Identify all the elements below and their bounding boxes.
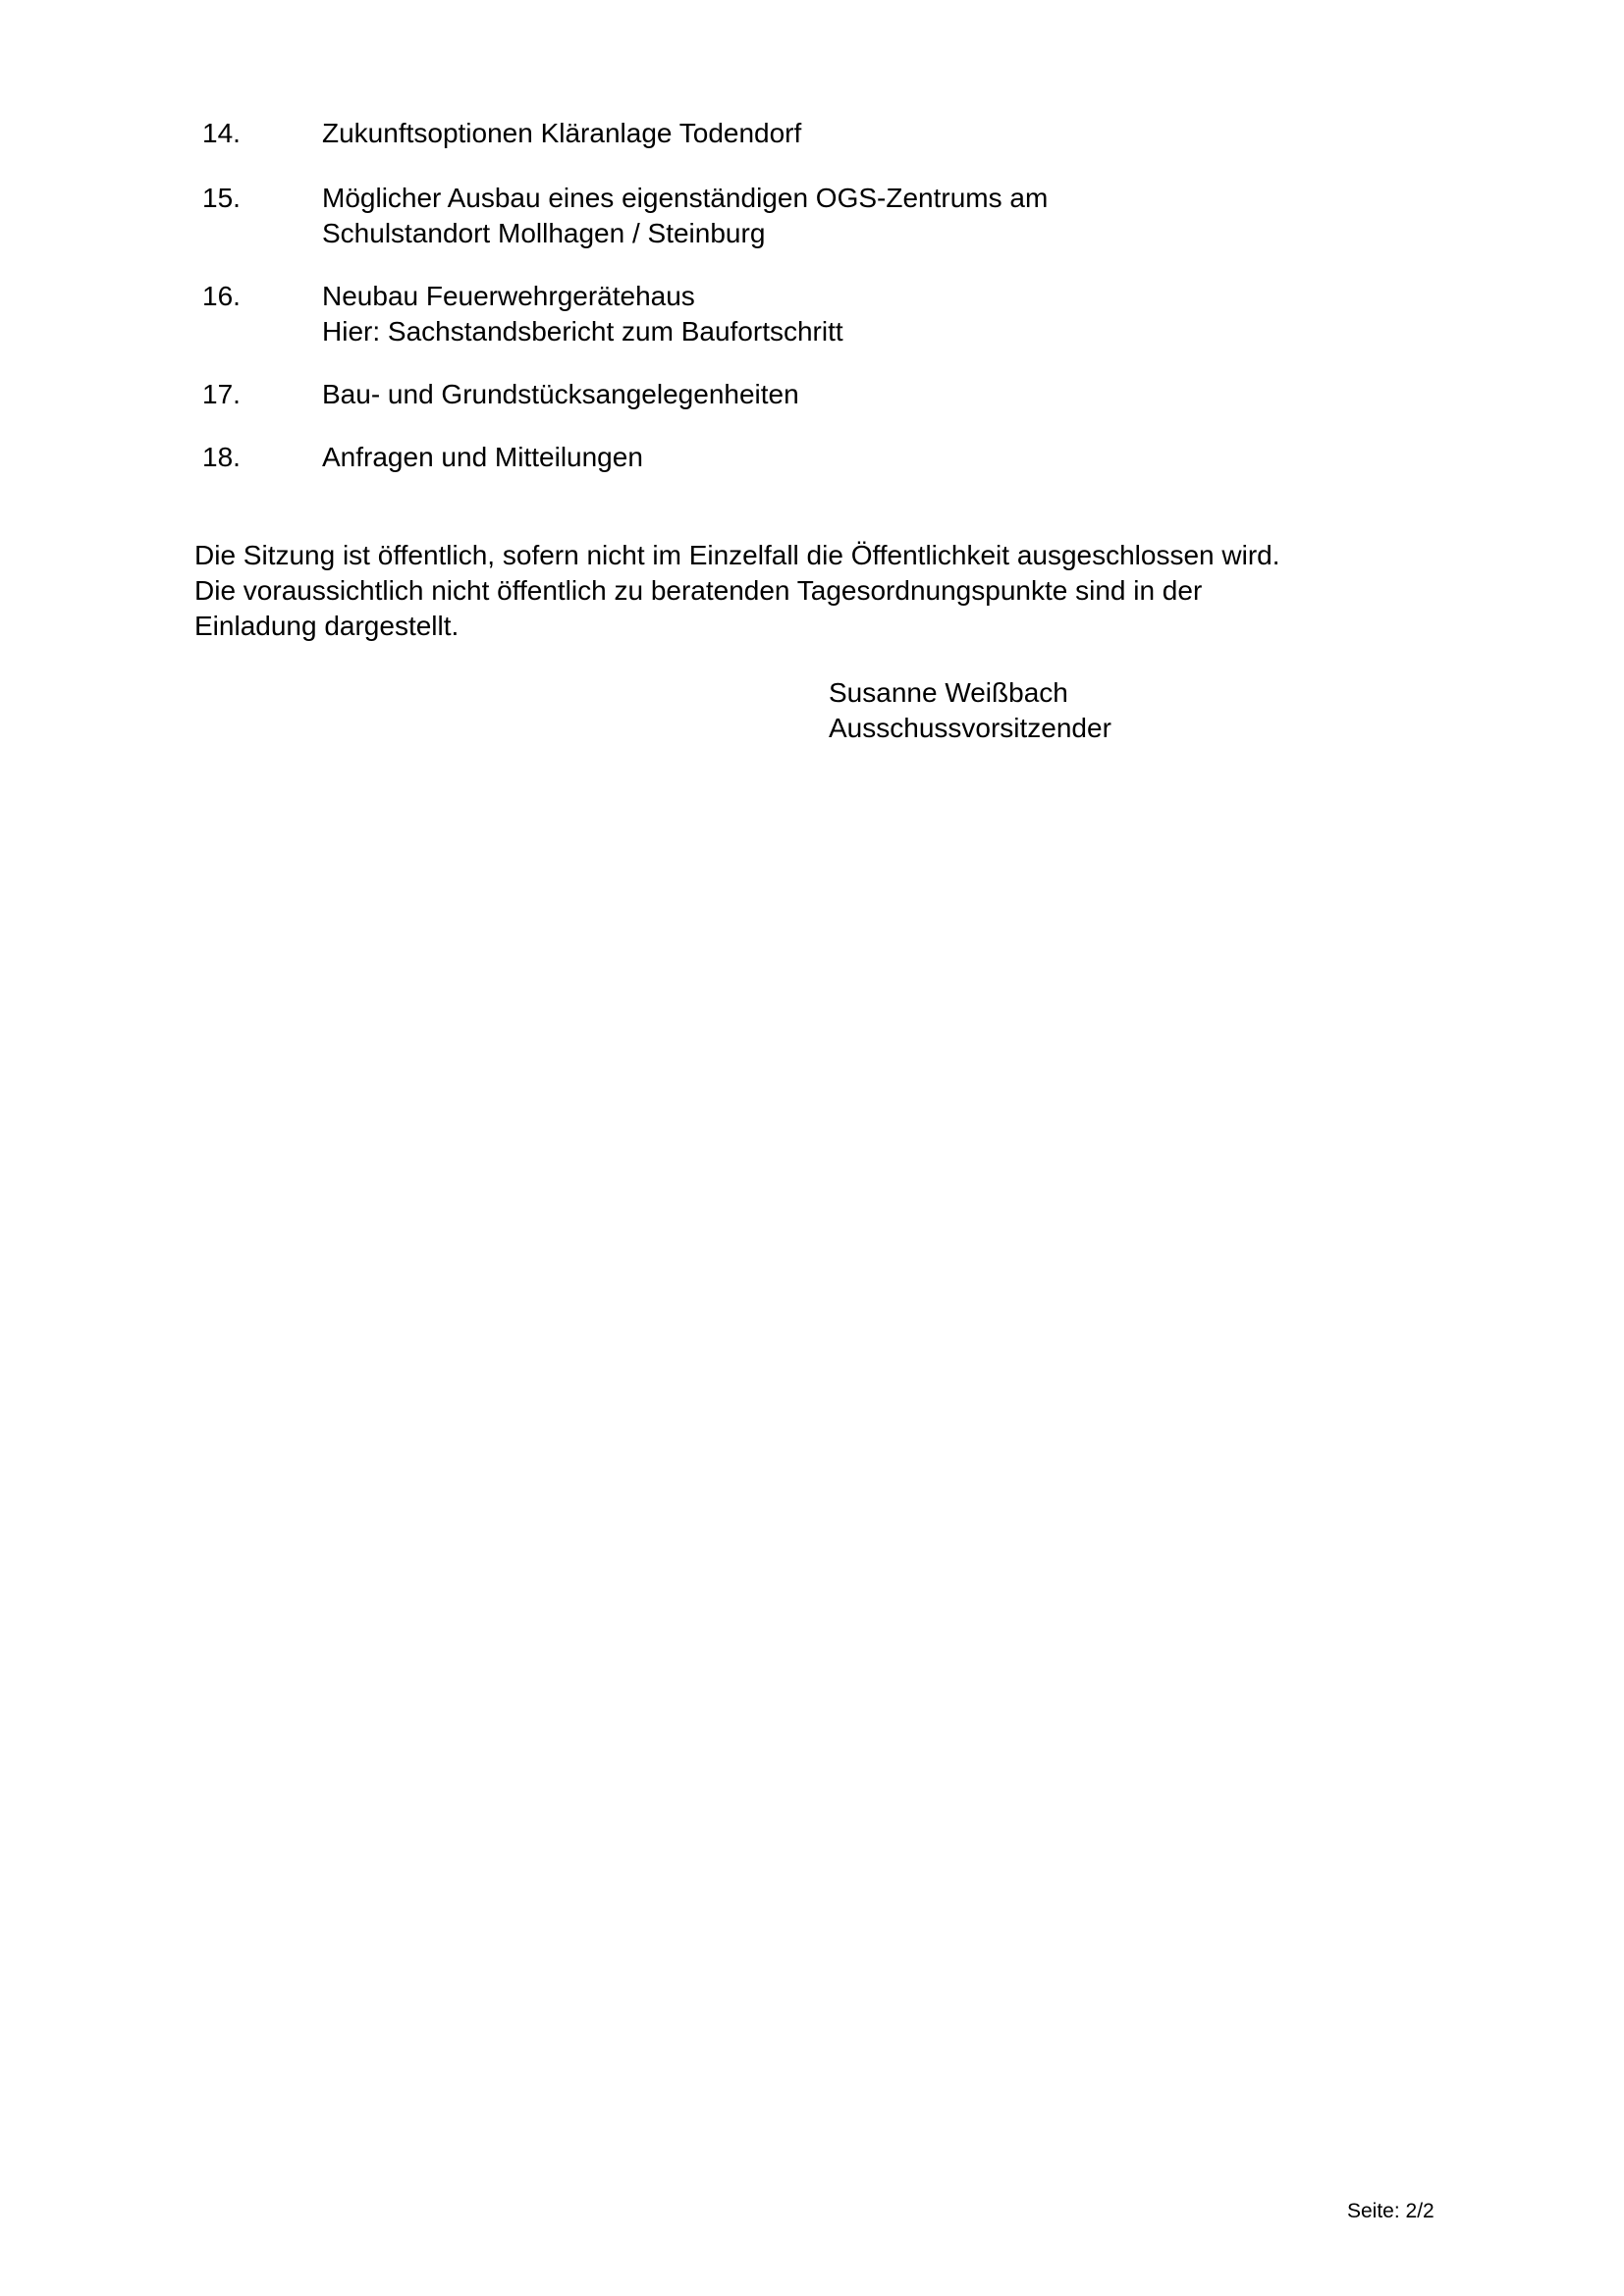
- agenda-item-number: 18.: [202, 442, 241, 472]
- notice-line: Einladung dargestellt.: [194, 611, 460, 641]
- agenda-item-title-line: Zukunftsoptionen Kläranlage Todendorf: [322, 118, 802, 148]
- agenda-item-title-line: Möglicher Ausbau eines eigenständigen OGS-Zentrums am: [322, 183, 1049, 213]
- agenda-item-title: [322, 440, 643, 475]
- signature-block: [829, 675, 1111, 746]
- agenda-item-title-line: Neubau Feuerwehrgerätehaus: [322, 281, 695, 311]
- agenda-item-title: [322, 279, 843, 349]
- agenda-item-number: 15.: [202, 183, 241, 213]
- agenda-item-title: [322, 377, 799, 412]
- agenda-item-title: [322, 116, 801, 151]
- signatory-name: Susanne Weißbach: [829, 677, 1068, 708]
- agenda-item-number: 16.: [202, 281, 241, 311]
- agenda-item-title-line: Bau- und Grundstücksangelegenheiten: [322, 379, 799, 409]
- agenda-item-title-line: Hier: Sachstandsbericht zum Baufortschritt: [322, 316, 843, 347]
- public-session-notice: [194, 538, 1471, 644]
- signatory-role: Ausschussvorsitzender: [829, 713, 1111, 743]
- agenda-item-title-line: Anfragen und Mitteilungen: [322, 442, 643, 472]
- notice-line: Die Sitzung ist öffentlich, sofern nicht im Einzelfall die Öffentlichkeit ausgeschlossen wird.: [194, 540, 1280, 570]
- agenda-item-title-line: Schulstandort Mollhagen / Steinburg: [322, 218, 766, 248]
- agenda-item-title: [322, 181, 1048, 251]
- notice-line: Die voraussichtlich nicht öffentlich zu beratenden Tagesordnungspunkte sind in der: [194, 575, 1203, 606]
- page-number: Seite: 2/2: [1347, 2200, 1435, 2222]
- agenda-item-number: 14.: [202, 118, 241, 148]
- agenda-item-number: 17.: [202, 379, 241, 409]
